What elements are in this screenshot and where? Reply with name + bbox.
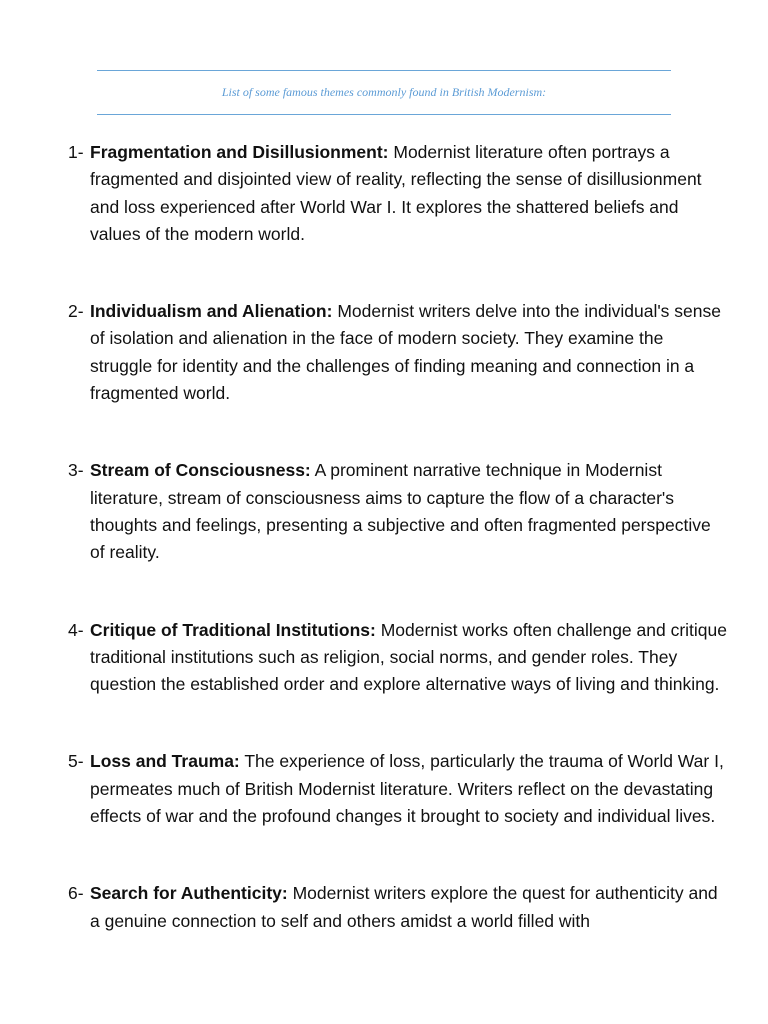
theme-item — [0, 617, 768, 699]
theme-item — [0, 139, 768, 248]
themes-list — [0, 139, 768, 985]
theme-body — [90, 880, 730, 935]
theme-number: 2- — [68, 301, 84, 322]
theme-text: Modernist literature often portrays a fragmented and disjointed view of reality, reflecting the sense of disillusionment and loss experienced after World War I. It explores the shattered beliefs and values of the modern world. — [90, 142, 702, 244]
theme-title: Loss and Trauma: — [90, 751, 240, 772]
theme-body — [90, 617, 730, 699]
theme-text: The experience of loss, particularly the trauma of World War I, permeates much of British Modernist literature. Writers reflect on the devastating effects of war and the profound changes it brought to society and individual lives. — [90, 751, 724, 827]
theme-number: 5- — [68, 751, 84, 772]
caption-bottom-rule — [97, 114, 671, 115]
theme-item — [0, 298, 768, 407]
theme-title: Search for Authenticity: — [90, 883, 288, 904]
theme-text: Modernist works often challenge and critique traditional institutions such as religion, social norms, and gender roles. They question the established order and explore alternative ways of living and thinking. — [90, 619, 728, 695]
theme-body — [90, 298, 730, 407]
theme-text: Modernist writers delve into the individual's sense of isolation and alienation in the face of modern society. They examine the struggle for identity and the challenges of finding meaning and connection in a fragmented world. — [90, 301, 721, 404]
caption-text: List of some famous themes commonly found in British Modernism: — [221, 85, 547, 99]
caption-top-rule — [97, 70, 671, 71]
theme-title: Stream of Consciousness: — [90, 460, 311, 481]
theme-title: Fragmentation and Disillusionment: — [90, 142, 389, 162]
theme-item — [0, 880, 768, 935]
theme-text: Modernist writers explore the quest for authenticity and a genuine connection to self and others amidst a world filled with — [90, 883, 718, 931]
theme-number: 4- — [68, 619, 84, 640]
theme-number: 6- — [68, 883, 84, 904]
theme-text: A prominent narrative technique in Modernist literature, stream of consciousness aims to capture the flow of a character's thoughts and feelings, presenting a subjective and often fragmented perspective of reality. — [90, 460, 711, 563]
theme-body — [90, 748, 730, 830]
theme-item — [0, 748, 768, 830]
theme-title: Individualism and Alienation: — [90, 301, 333, 322]
theme-item — [0, 457, 768, 566]
theme-number: 3- — [68, 460, 84, 481]
theme-body — [90, 457, 730, 566]
theme-number: 1- — [68, 142, 84, 162]
theme-title: Critique of Traditional Institutions: — [90, 619, 376, 640]
theme-body — [90, 139, 730, 248]
